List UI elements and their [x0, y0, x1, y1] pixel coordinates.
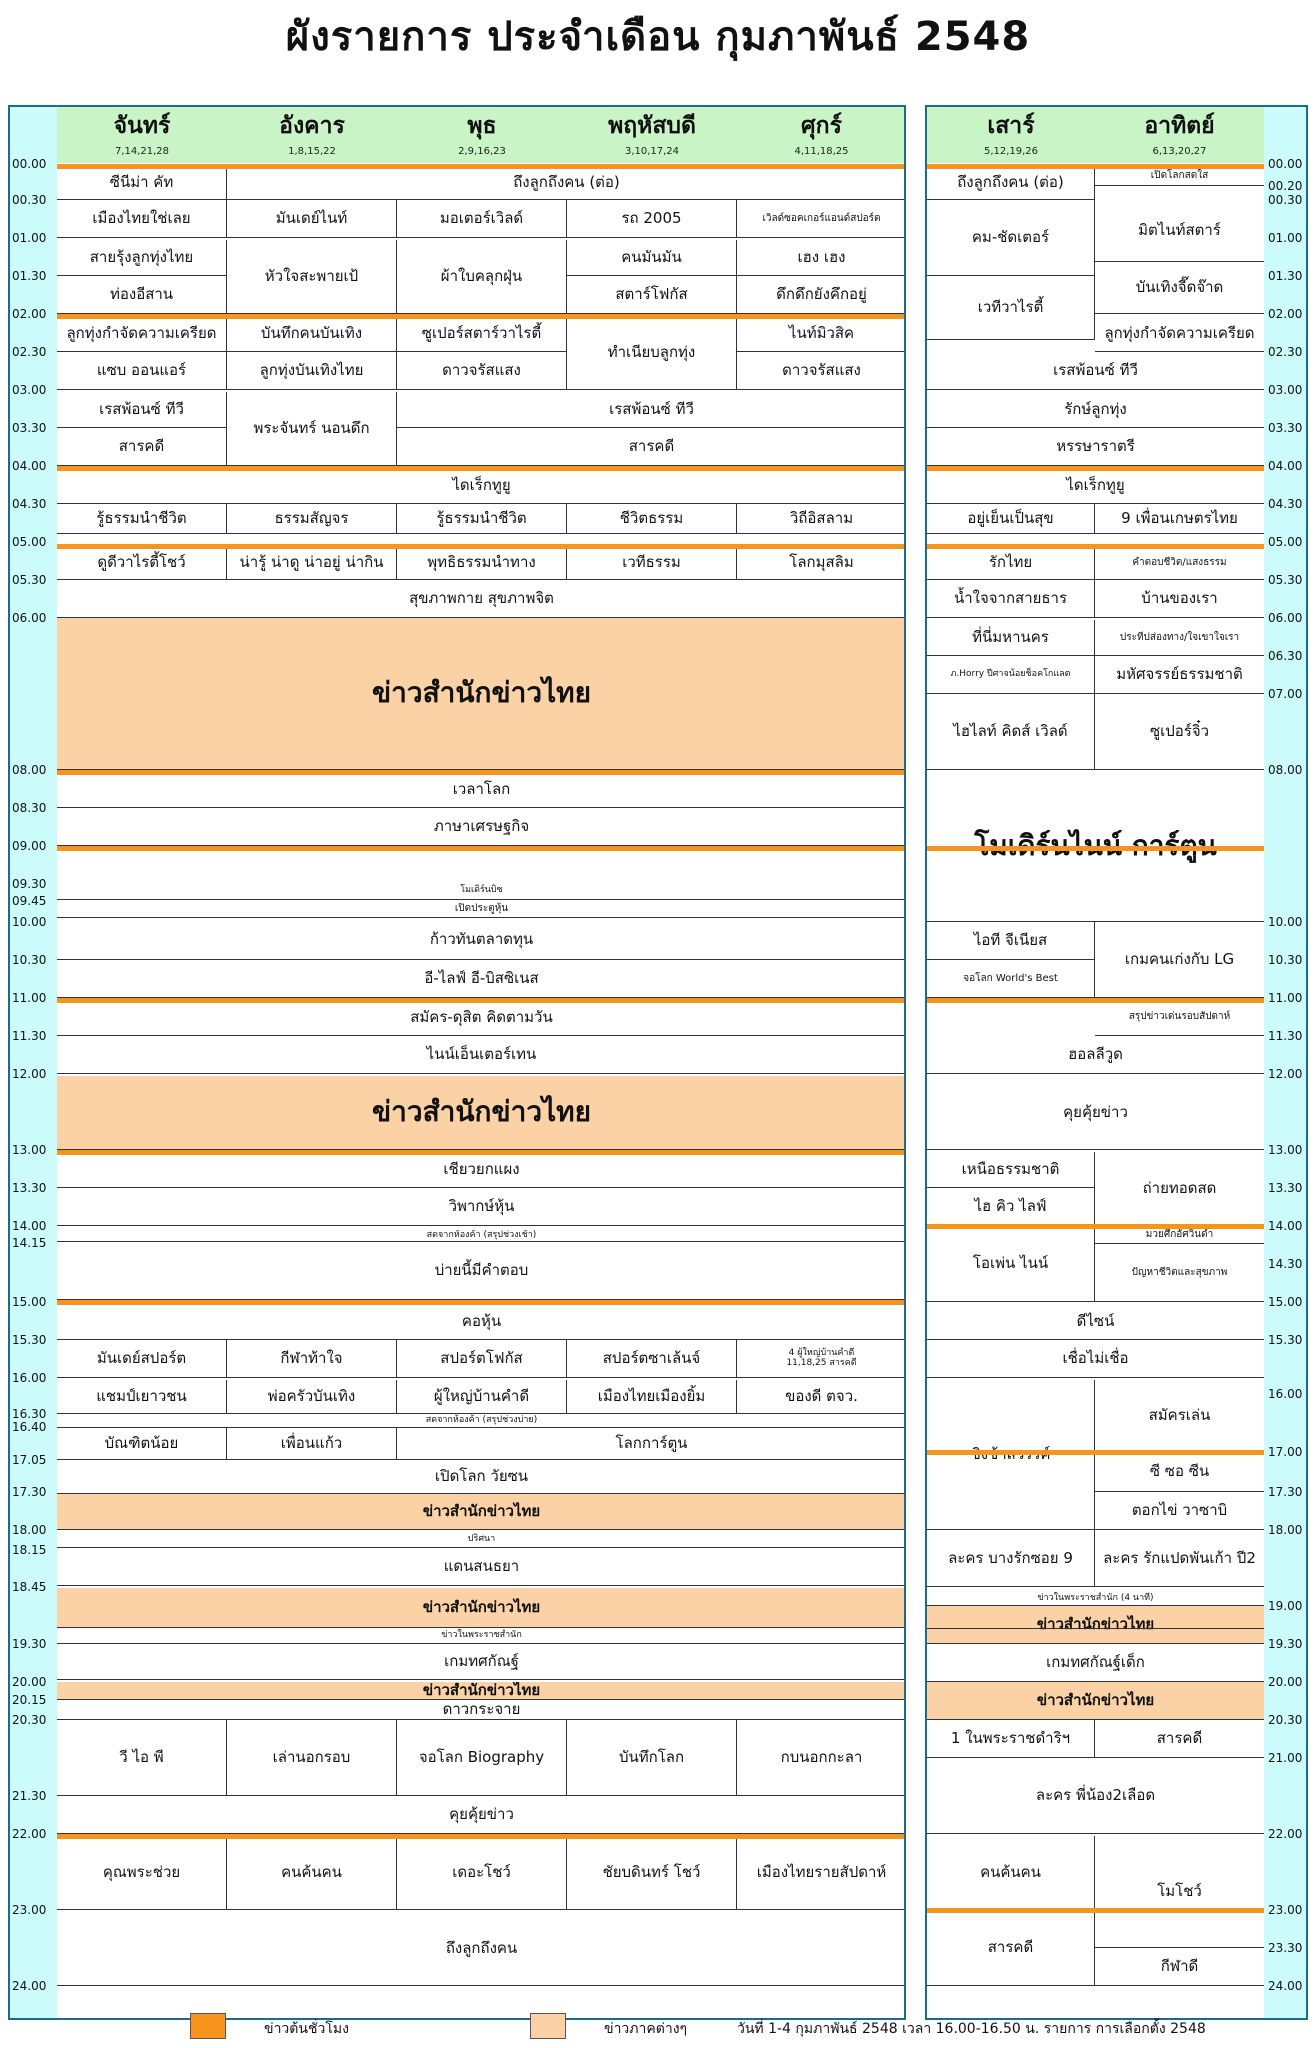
time-label-right: 11.00	[1268, 991, 1303, 1005]
program-cell[interactable]: กบนอกกะลา	[737, 1720, 906, 1796]
time-label-right: 06.30	[1268, 649, 1303, 663]
program-cell[interactable]: ข่าวสำนักข่าวไทย	[57, 1494, 906, 1530]
program-cell[interactable]: ดาวจรัสแสง	[397, 352, 567, 390]
time-label-left: 06.00	[12, 611, 47, 625]
program-cell[interactable]: ละคร พี่น้อง2เลือด	[927, 1758, 1264, 1834]
program-cell[interactable]: เล่านอกรอบ	[227, 1720, 397, 1796]
time-label-left: 11.00	[12, 991, 47, 1005]
program-cell[interactable]: สารคดี	[1095, 1720, 1264, 1758]
program-cell[interactable]: วิพากษ์หุ้น	[57, 1188, 906, 1226]
day-dates-0: 7,14,21,28	[114, 146, 170, 157]
time-label-left: 01.30	[12, 269, 47, 283]
time-label-right: 00.20	[1268, 179, 1303, 193]
program-cell[interactable]: น่ารู้ น่าดู น่าอยู่ น่ากิน	[227, 546, 397, 580]
time-label-right: 22.00	[1268, 1827, 1303, 1841]
time-label-right: 18.00	[1268, 1523, 1303, 1537]
program-cell[interactable]: สารคดี	[927, 1910, 1095, 1986]
program-cell[interactable]: กีฬาดี	[1095, 1948, 1264, 1986]
time-label-right: 01.30	[1268, 269, 1303, 283]
program-cell[interactable]: รถ 2005	[567, 200, 737, 238]
time-label-right: 17.00	[1268, 1445, 1303, 1459]
time-label-left: 00.00	[12, 157, 47, 171]
day-name-5: เสาร์	[987, 113, 1035, 139]
program-cell[interactable]: ของดี ตจว.	[737, 1380, 906, 1414]
program-cell[interactable]: แซบ ออนแอร์	[57, 352, 227, 390]
time-label-right: 03.30	[1268, 421, 1303, 435]
program-cell[interactable]: เหนือธรรมชาติ	[927, 1152, 1095, 1188]
time-label-left: 16.40	[12, 1420, 47, 1434]
program-cell[interactable]: ซูเปอร์จิ๋ว	[1095, 694, 1264, 770]
program-cell[interactable]: ท่องอีสาน	[57, 276, 227, 314]
time-label-left: 14.00	[12, 1219, 47, 1233]
program-cell[interactable]: กีฬาท้าใจ	[227, 1340, 397, 1378]
program-cell[interactable]: วี ไอ พี	[57, 1720, 227, 1796]
program-cell[interactable]: รักษ์ลูกทุ่ง	[927, 392, 1264, 428]
time-label-left: 16.30	[12, 1407, 47, 1421]
time-label-right: 17.30	[1268, 1485, 1303, 1499]
day-dates-2: 2,9,16,23	[458, 146, 506, 157]
program-cell[interactable]: สตาร์โฟกัส	[567, 276, 737, 314]
program-cell[interactable]: ประทีปส่องทาง/ใจเขาใจเรา	[1095, 620, 1264, 656]
program-cell[interactable]: ถึงลูกถึงคน (ต่อ)	[227, 166, 906, 200]
time-label-right: 20.30	[1268, 1713, 1303, 1727]
time-label-right: 13.30	[1268, 1181, 1303, 1195]
program-cell[interactable]: ข่าวสำนักข่าวไทย	[57, 1588, 906, 1628]
program-cell[interactable]: เชื่อไม่เชื่อ	[927, 1340, 1264, 1378]
legend-peach-label: ข่าวภาคต่างๆ	[604, 2021, 688, 2037]
program-cell[interactable]: จอโลก Biography	[397, 1720, 567, 1796]
program-cell[interactable]: สปอร์ตซาเล้นจ์	[567, 1340, 737, 1378]
time-label-left: 05.30	[12, 573, 47, 587]
program-cell[interactable]: เวิลด์ซอคเกอร์แอนด์สปอร์ต	[737, 200, 906, 238]
time-label-right: 23.00	[1268, 1903, 1303, 1917]
program-cell[interactable]: ถึงลูกถึงคน (ต่อ)	[927, 166, 1095, 200]
time-label-right: 15.00	[1268, 1295, 1303, 1309]
program-cell[interactable]: ข่าวสำนักข่าวไทย	[57, 1682, 906, 1700]
program-cell[interactable]: โลกการ์ตูน	[397, 1428, 906, 1460]
program-cell[interactable]: ดึกดึกยังคึกอยู่	[737, 276, 906, 314]
program-cell[interactable]: หัวใจสะพายเป้	[227, 240, 397, 314]
program-cell[interactable]: สุขภาพกาย สุขภาพจิต	[57, 580, 906, 618]
time-label-right: 05.30	[1268, 573, 1303, 587]
program-cell[interactable]: เวทีธรรม	[567, 546, 737, 580]
time-label-right: 23.30	[1268, 1941, 1303, 1955]
program-cell[interactable]: พุทธิธรรมนำทาง	[397, 546, 567, 580]
program-cell[interactable]: ข่าวสำนักข่าวไทย	[57, 1076, 906, 1150]
program-cell[interactable]: ก้าวทันตลาดทุน	[57, 920, 906, 960]
program-cell[interactable]: ไนน์เอ็นเตอร์เทน	[57, 1036, 906, 1074]
program-cell[interactable]: คอหุ้น	[57, 1304, 906, 1340]
weekend-panel	[925, 105, 1308, 2020]
program-cell[interactable]: ข่าวในพระราชสำนัก (4 นาที)	[927, 1592, 1264, 1606]
program-cell[interactable]: บัณฑิตน้อย	[57, 1428, 227, 1460]
time-label-right: 21.00	[1268, 1751, 1303, 1765]
day-name-1: อังคาร	[279, 113, 345, 139]
program-cell[interactable]: ธรรมสัญจร	[227, 504, 397, 534]
program-cell[interactable]: เกมทศกัณฐ์	[57, 1644, 906, 1680]
time-label-left: 10.30	[12, 953, 47, 967]
time-label-left: 08.00	[12, 763, 47, 777]
program-cell[interactable]: ข่าวสำนักข่าวไทย	[927, 1606, 1264, 1644]
time-label-left: 20.15	[12, 1693, 47, 1707]
time-label-right: 11.30	[1268, 1029, 1303, 1043]
program-cell[interactable]: ซี ซอ ซีน	[1095, 1452, 1264, 1492]
day-name-2: พุธ	[467, 113, 497, 139]
program-cell[interactable]: เมืองไทยใช่เลย	[57, 200, 227, 238]
program-cell[interactable]: เชียวยกแผง	[57, 1152, 906, 1188]
program-cell[interactable]: แชมป์เยาวชน	[57, 1380, 227, 1414]
time-label-left: 18.15	[12, 1543, 47, 1557]
program-cell[interactable]: อี-ไลฟ์ อี-บิสซิเนส	[57, 960, 906, 998]
program-cell[interactable]: ชัยบดินทร์ โชว์	[567, 1836, 737, 1910]
program-cell[interactable]: ลูกทุ่งกำจัดความเครียด	[1095, 316, 1264, 352]
time-label-right: 19.00	[1268, 1599, 1303, 1613]
page-title: ผังรายการ ประจำเดือน กุมภาพันธ์ 2548	[285, 14, 1031, 60]
time-label-left: 21.30	[12, 1789, 47, 1803]
program-cell[interactable]: ฮอลลีวูด	[927, 1036, 1264, 1074]
time-label-left: 16.00	[12, 1371, 47, 1385]
program-cell[interactable]: เรสพ้อนซ์ ทีวี	[927, 352, 1264, 390]
program-cell[interactable]: บันทึกโลก	[567, 1720, 737, 1796]
program-cell[interactable]: เวทีวาไรตี้	[927, 276, 1095, 340]
program-cell[interactable]: เมืองไทยรายสัปดาห์	[737, 1836, 906, 1910]
day-dates-3: 3,10,17,24	[624, 146, 680, 157]
program-cell[interactable]: ตอกไข่ วาซาบิ	[1095, 1492, 1264, 1530]
program-cell[interactable]: เปิดโลก วัยซน	[57, 1460, 906, 1494]
time-label-left: 20.00	[12, 1675, 47, 1689]
time-label-left: 23.00	[12, 1903, 47, 1917]
time-label-left: 17.05	[12, 1453, 47, 1467]
day-dates-6: 6,13,20,27	[1152, 146, 1207, 157]
time-label-right: 14.00	[1268, 1219, 1303, 1233]
program-cell[interactable]: ลูกทุ่งบันเทิงไทย	[227, 352, 397, 390]
program-cell[interactable]: คุณพระช่วย	[57, 1836, 227, 1910]
program-cell[interactable]: ซูเปอร์สตาร์วาไรตี้	[397, 316, 567, 352]
program-cell[interactable]: ภ.Horry ปีศาจน้อยช็อคโกแลต	[927, 656, 1095, 694]
program-cell[interactable]: โมเดิร์นบิซ	[57, 882, 906, 900]
time-label-left: 17.30	[12, 1485, 47, 1499]
program-cell[interactable]: ผ้าใบคลุกฝุ่น	[397, 240, 567, 314]
time-label-left: 11.30	[12, 1029, 47, 1043]
time-label-left: 02.00	[12, 307, 47, 321]
program-cell[interactable]: ดาวกระจาย	[57, 1700, 906, 1720]
time-label-right: 05.00	[1268, 535, 1303, 549]
program-cell[interactable]: สดจากห้องค้า (สรุปช่วงเช้า)	[57, 1230, 906, 1242]
program-cell[interactable]: สรุปข่าวเด่นรอบสัปดาห์	[1095, 998, 1264, 1036]
program-cell[interactable]: ดาวจรัสแสง	[737, 352, 906, 390]
program-cell[interactable]: ทำเนียบลูกทุ่ง	[567, 316, 737, 390]
time-label-right: 04.00	[1268, 459, 1303, 473]
program-cell[interactable]: คนค้นคน	[227, 1836, 397, 1910]
time-label-right: 14.30	[1268, 1257, 1303, 1271]
time-label-left: 19.30	[12, 1637, 47, 1651]
time-label-right: 12.00	[1268, 1067, 1303, 1081]
program-cell[interactable]: สปอร์ตโฟกัส	[397, 1340, 567, 1378]
time-label-left: 03.30	[12, 421, 47, 435]
program-cell[interactable]: เมืองไทยเมืองยิ้ม	[567, 1380, 737, 1414]
time-label-left: 05.00	[12, 535, 47, 549]
program-cell[interactable]: สดจากห้องค้า (สรุปช่วงบ่าย)	[57, 1414, 906, 1428]
time-label-left: 02.30	[12, 345, 47, 359]
program-cell[interactable]: ภาษาเศรษฐกิจ	[57, 808, 906, 846]
program-cell[interactable]: ถึงลูกถึงคน	[57, 1912, 906, 1986]
time-label-left: 03.00	[12, 383, 47, 397]
day-name-0: จันทร์	[113, 113, 171, 139]
time-label-right: 10.30	[1268, 953, 1303, 967]
program-cell[interactable]: ที่นี่มหานคร	[927, 620, 1095, 656]
program-cell[interactable]: คนค้นคน	[927, 1836, 1095, 1910]
time-label-right: 15.30	[1268, 1333, 1303, 1347]
program-cell[interactable]: พ่อครัวบันเทิง	[227, 1380, 397, 1414]
time-label-right: 06.00	[1268, 611, 1303, 625]
time-label-right: 01.00	[1268, 231, 1303, 245]
time-label-right: 20.00	[1268, 1675, 1303, 1689]
program-cell[interactable]: เดอะโชว์	[397, 1836, 567, 1910]
time-label-right: 19.30	[1268, 1637, 1303, 1651]
time-label-left: 13.30	[12, 1181, 47, 1195]
program-cell[interactable]: 1 ในพระราชดำริฯ	[927, 1720, 1095, 1758]
time-label-left: 20.30	[12, 1713, 47, 1727]
program-cell[interactable]: เวลาโลก	[57, 772, 906, 808]
program-cell[interactable]: ผู้ใหญ่บ้านคำดี	[397, 1380, 567, 1414]
program-cell[interactable]: เรสพ้อนซ์ ทีวี	[397, 392, 906, 428]
time-label-left: 18.45	[12, 1580, 47, 1594]
program-cell[interactable]: คุยคุ้ยข่าว	[57, 1796, 906, 1834]
program-cell[interactable]: ไฮ คิว ไลฟ์	[927, 1188, 1095, 1226]
day-name-3: พฤหัสบดี	[608, 113, 696, 139]
program-cell[interactable]: ไนท์มิวสิค	[737, 316, 906, 352]
program-cell[interactable]: มันเดย์ไนท์	[227, 200, 397, 238]
program-cell[interactable]: เปิดประตูหุ้น	[57, 900, 906, 918]
program-cell[interactable]: บ่ายนี้มีคำตอบ	[57, 1242, 906, 1300]
program-cell[interactable]: ละคร รักแปดพันเก้า ปี2	[1095, 1530, 1264, 1587]
legend-note: วันที่ 1-4 กุมภาพันธ์ 2548 เวลา 16.00-16.50 น. รายการ การเลือกตั้ง 2548	[737, 2021, 1206, 2037]
program-cell[interactable]: โมโชว์	[1095, 1836, 1264, 1948]
legend-orange-swatch	[190, 2013, 226, 2039]
program-cell[interactable]: อยู่เย็นเป็นสุข	[927, 504, 1095, 534]
program-cell[interactable]: สายรุ้งลูกทุ่งไทย	[57, 240, 227, 276]
time-label-left: 24.00	[12, 1979, 47, 1993]
time-label-right: 02.30	[1268, 345, 1303, 359]
program-cell[interactable]: โอเพ่น ไนน์	[927, 1226, 1095, 1302]
program-cell[interactable]: ข่าวสำนักข่าวไทย	[927, 1682, 1264, 1720]
program-cell[interactable]: รักไทย	[927, 546, 1095, 580]
program-cell[interactable]: สารคดี	[57, 428, 227, 466]
day-name-4: ศุกร์	[801, 113, 842, 139]
time-label-right: 03.00	[1268, 383, 1303, 397]
program-cell[interactable]: เกมทศกัณฐ์เด็ก	[927, 1644, 1264, 1682]
time-label-right: 08.00	[1268, 763, 1303, 777]
time-label-right: 04.30	[1268, 497, 1303, 511]
program-cell[interactable]: หรรษาราตรี	[927, 428, 1264, 466]
time-label-left: 18.00	[12, 1523, 47, 1537]
time-label-left: 12.00	[12, 1067, 47, 1081]
program-cell[interactable]: ซีนีม่า คัท	[57, 166, 227, 200]
program-cell[interactable]: คุยคุ้ยข่าว	[927, 1076, 1264, 1150]
program-cell[interactable]: ปริศนา	[57, 1532, 906, 1548]
time-label-left: 10.00	[12, 915, 47, 929]
program-cell[interactable]: สารคดี	[397, 428, 906, 466]
day-name-6: อาทิตย์	[1144, 113, 1215, 139]
time-label-left: 04.00	[12, 459, 47, 473]
time-label-left: 14.15	[12, 1236, 47, 1250]
time-label-left: 09.45	[12, 894, 47, 908]
program-cell[interactable]: ลูกทุ่งกำจัดความเครียด	[57, 316, 227, 352]
time-label-right: 00.30	[1268, 193, 1303, 207]
program-cell[interactable]: มันเดย์สปอร์ต	[57, 1340, 227, 1378]
program-cell[interactable]: ไอที จีเนียส	[927, 922, 1095, 960]
program-cell[interactable]: บันเทิงจี๊ดจ๊าด	[1095, 262, 1264, 314]
program-cell[interactable]: เฮง เฮง	[737, 240, 906, 276]
program-cell[interactable]: มวยศึกอัศวินดำ	[1095, 1226, 1264, 1244]
program-cell[interactable]: เกมคนเก่งกับ LG	[1095, 922, 1264, 998]
weekday-panel	[8, 105, 906, 2020]
program-cell[interactable]: คนมันมัน	[567, 240, 737, 276]
program-cell[interactable]: เพื่อนแก้ว	[227, 1428, 397, 1460]
time-label-left: 15.00	[12, 1295, 47, 1309]
program-cell[interactable]: เปิดโลกสดใส	[1095, 166, 1264, 186]
time-label-right: 02.00	[1268, 307, 1303, 321]
program-cell[interactable]: 4 ผู้ใหญ่บ้านคำดี 11,18,25 สารคดี	[737, 1340, 906, 1378]
time-label-left: 09.00	[12, 839, 47, 853]
time-label-right: 00.00	[1268, 157, 1303, 171]
time-label-left: 15.30	[12, 1333, 47, 1347]
program-cell[interactable]: มหัศจรรย์ธรรมชาติ	[1095, 656, 1264, 694]
time-label-right: 24.00	[1268, 1979, 1303, 1993]
program-cell[interactable]: ดูดีวาไรตี้โชว์	[57, 546, 227, 580]
program-cell[interactable]: น้ำใจจากสายธาร	[927, 580, 1095, 618]
program-cell[interactable]: ถ่ายทอดสด	[1095, 1152, 1264, 1226]
program-cell[interactable]: รู้ธรรมนำชีวิต	[397, 504, 567, 534]
program-cell[interactable]: คม-ชัดเตอร์	[927, 200, 1095, 276]
time-label-right: 13.00	[1268, 1143, 1303, 1157]
program-cell[interactable]: ละคร บางรักซอย 9	[927, 1530, 1095, 1587]
time-label-right: 10.00	[1268, 915, 1303, 929]
program-cell[interactable]: บ้านของเรา	[1095, 580, 1264, 618]
program-cell[interactable]: รู้ธรรมนำชีวิต	[57, 504, 227, 534]
program-cell[interactable]: บันทึกคนบันเทิง	[227, 316, 397, 352]
legend-orange-label: ข่าวต้นชั่วโมง	[264, 2021, 349, 2037]
program-cell[interactable]: มิตไนท์สตาร์	[1095, 200, 1264, 262]
program-cell[interactable]: ไฮไลท์ คิดส์ เวิลด์	[927, 694, 1095, 770]
time-label-left: 08.30	[12, 801, 47, 815]
program-cell[interactable]: จอโลก World's Best	[927, 960, 1095, 998]
program-cell[interactable]: มอเตอร์เวิลด์	[397, 200, 567, 238]
day-dates-4: 4,11,18,25	[794, 146, 849, 157]
program-cell[interactable]: สมัคร-ดุสิต คิดตามวัน	[57, 1000, 906, 1036]
time-label-left: 22.00	[12, 1827, 47, 1841]
time-label-left: 04.30	[12, 497, 47, 511]
day-dates-1: 1,8,15,22	[288, 146, 336, 157]
day-dates-5: 5,12,19,26	[983, 146, 1039, 157]
time-label-left: 00.30	[12, 193, 47, 207]
time-label-left: 01.00	[12, 231, 47, 245]
program-cell[interactable]: ไดเร็กทูยู	[57, 468, 906, 504]
time-label-left: 13.00	[12, 1143, 47, 1157]
program-cell[interactable]: สมัครเล่น	[1095, 1380, 1264, 1452]
program-cell[interactable]: ชีวิตธรรม	[567, 504, 737, 534]
program-cell[interactable]: ข่าวสำนักข่าวไทย	[57, 618, 906, 770]
legend-peach-swatch	[530, 2013, 566, 2039]
program-cell[interactable]: ดีไซน์	[927, 1304, 1264, 1340]
program-cell[interactable]: ไดเร็กทูยู	[927, 468, 1264, 504]
program-cell[interactable]: คำตอบชีวิต/แสงธรรม	[1095, 546, 1264, 580]
time-label-left: 09.30	[12, 877, 47, 891]
program-cell[interactable]: เรสพ้อนซ์ ทีวี	[57, 392, 227, 428]
time-label-right: 07.00	[1268, 687, 1303, 701]
program-cell[interactable]: วิถีอิสลาม	[737, 504, 906, 534]
program-cell[interactable]: พระจันทร์ นอนดึก	[227, 392, 397, 466]
time-label-right: 16.00	[1268, 1387, 1303, 1401]
program-cell[interactable]: 9 เพื่อนเกษตรไทย	[1095, 504, 1264, 534]
program-cell[interactable]: ข่าวในพระราชสำนัก	[57, 1628, 906, 1644]
program-cell[interactable]: โลกมุสลิม	[737, 546, 906, 580]
program-cell[interactable]: ปัญหาชีวิตและสุขภาพ	[1095, 1244, 1264, 1302]
program-cell[interactable]: แดนสนธยา	[57, 1548, 906, 1586]
